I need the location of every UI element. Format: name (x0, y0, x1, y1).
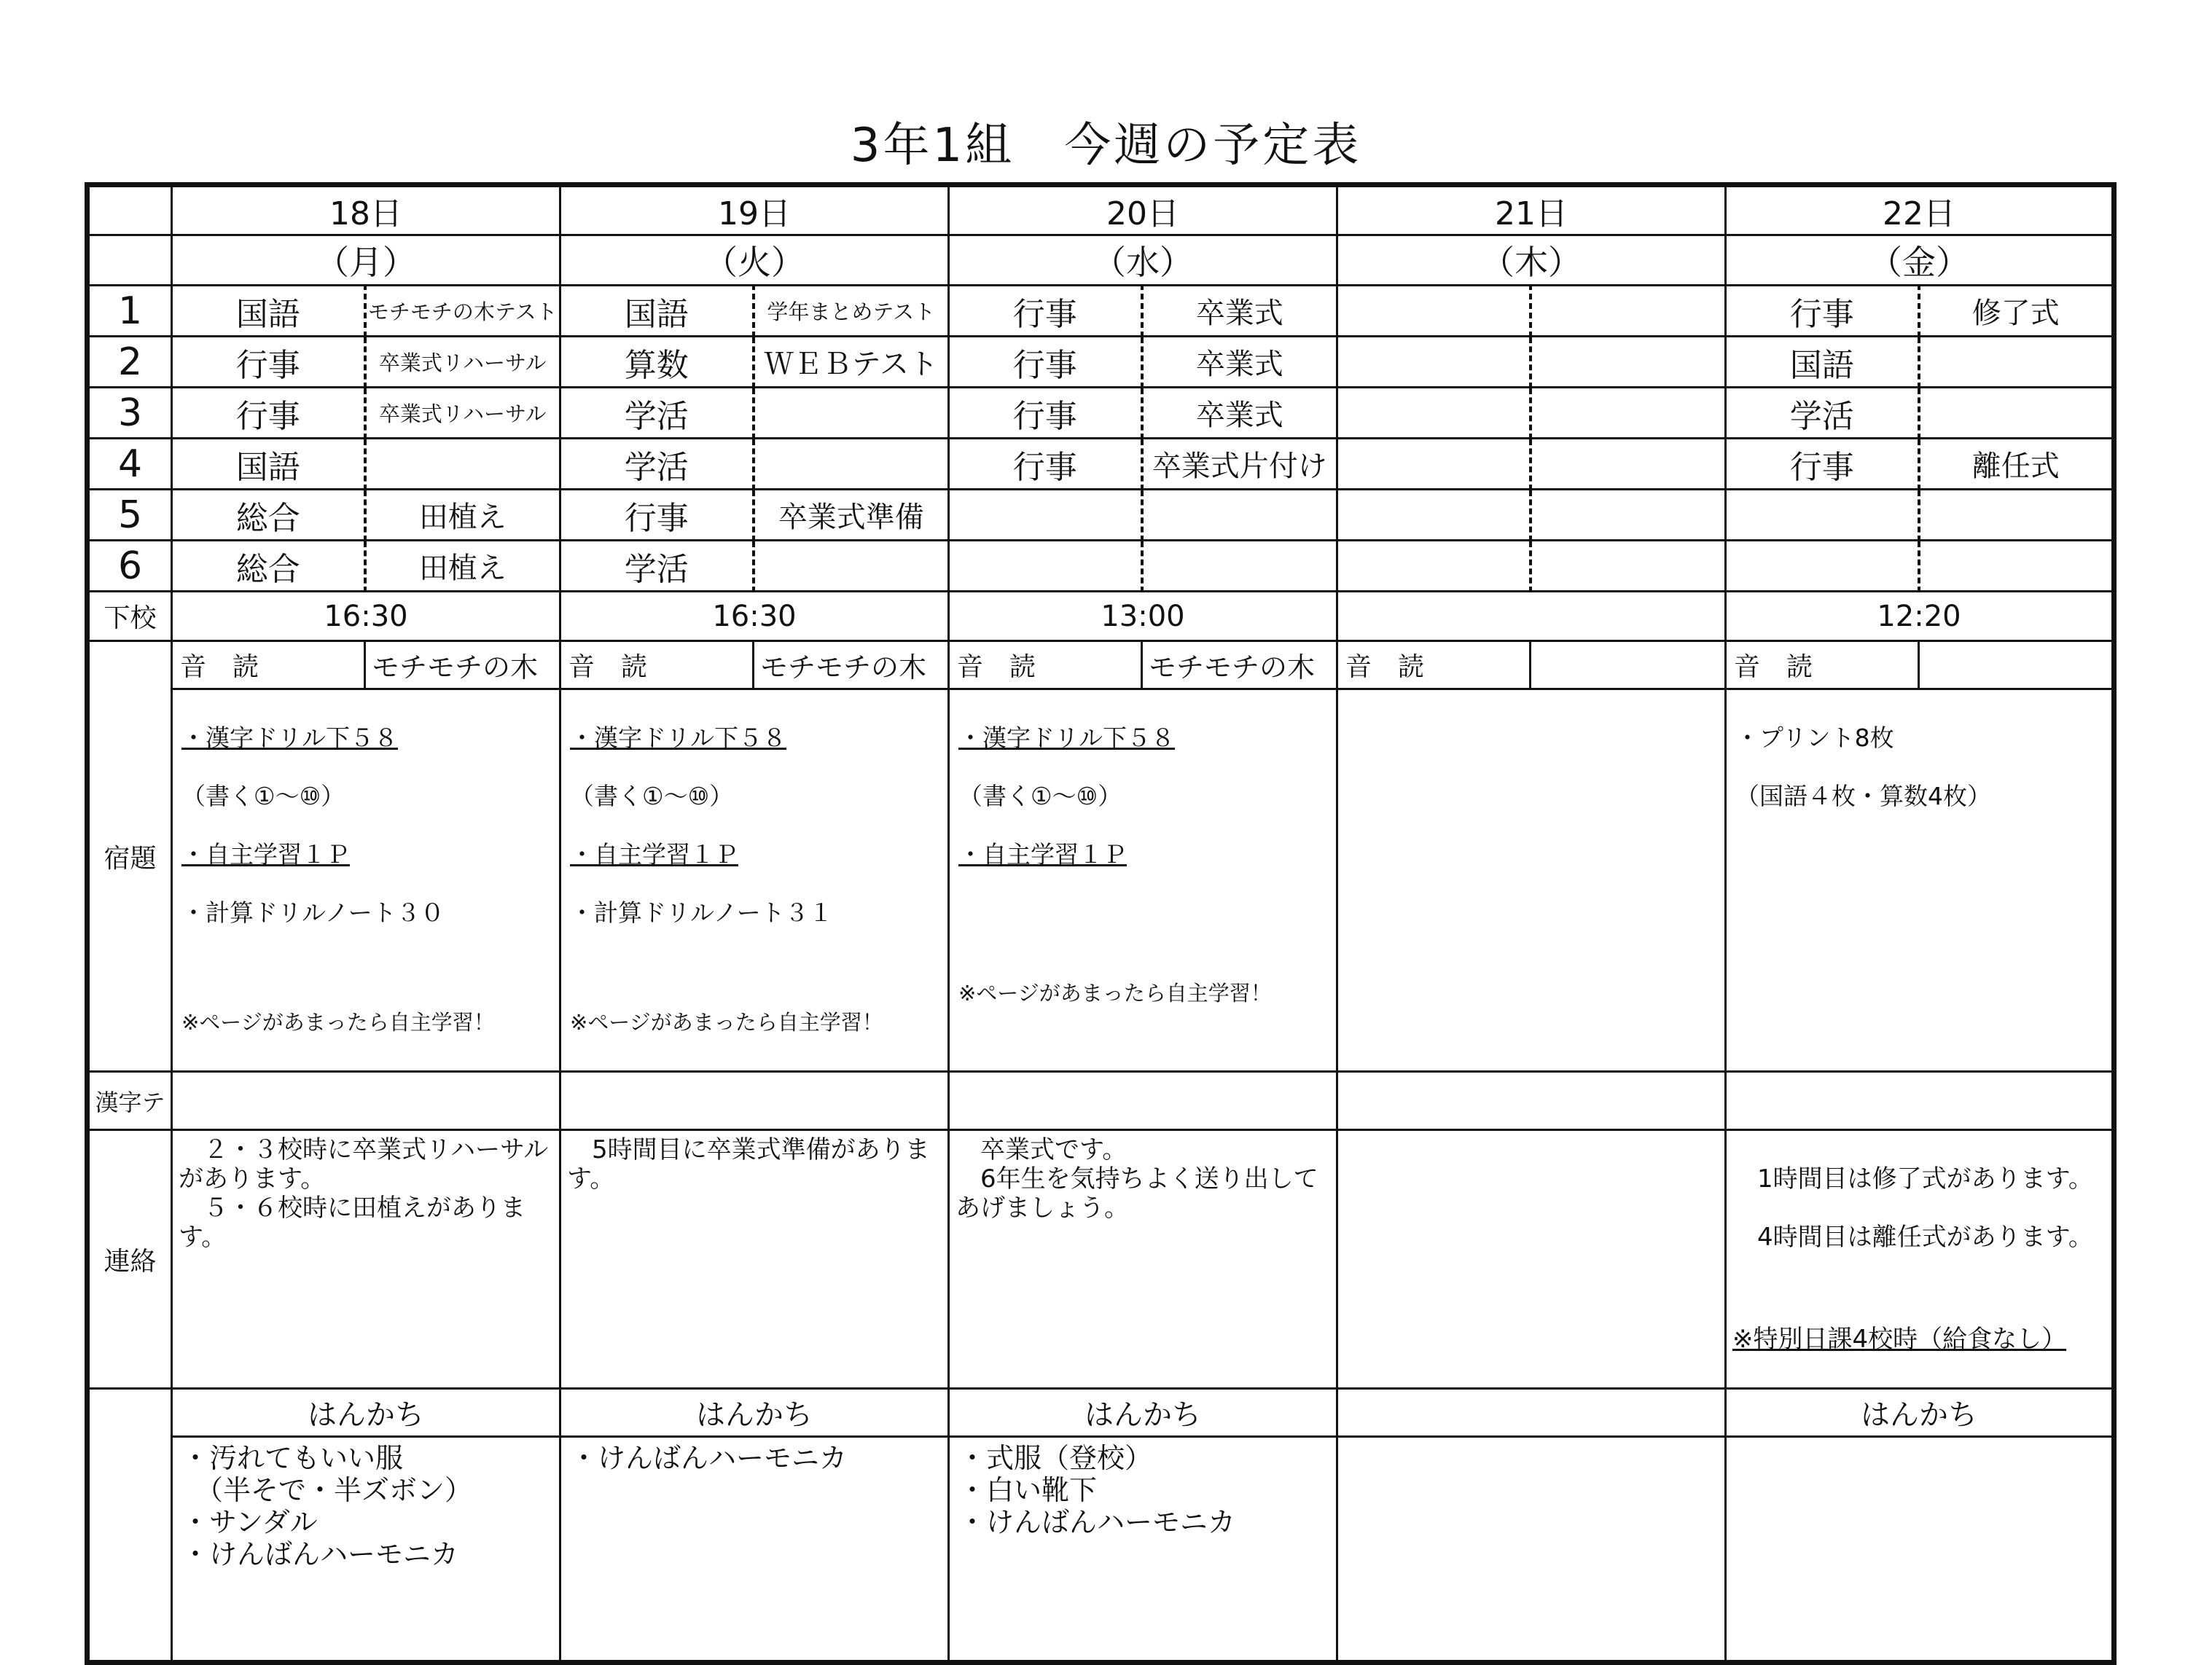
reading-label: 音 読 (1337, 641, 1531, 689)
activity-cell: 離任式 (1919, 439, 2114, 490)
notice-wed: 卒業式です。 6年生を気持ちよく送り出してあげましょう。 (949, 1130, 1337, 1389)
notice-line: ※特別日課4校時（給食なし） (1732, 1325, 2067, 1354)
subject-cell: 総合 (172, 541, 365, 592)
notice-label: 連絡 (87, 1130, 172, 1389)
homework-tue (560, 689, 949, 1072)
homework-line: （書く①～⑩） (181, 782, 345, 810)
homework-thu (1337, 689, 1726, 1072)
reading-item (1919, 641, 2114, 689)
belongings-head-tue: はんかち (560, 1389, 949, 1437)
date-mon: 18日 (172, 185, 560, 235)
notice-mon: ２・３校時に卒業式リハーサルがあります。 ５・６校時に田植えがあります。 (172, 1130, 560, 1389)
homework-line: ・漢字ドリル下５８ (181, 724, 398, 752)
belongings-head-row (87, 1389, 2114, 1437)
reading-row (87, 641, 2114, 689)
period-row (87, 439, 2114, 490)
activity-cell: 卒業式 (1142, 337, 1337, 388)
reading-item (1531, 641, 1726, 689)
period-row (87, 337, 2114, 388)
kanji-test-wed (949, 1072, 1337, 1130)
subject-cell (1337, 490, 1531, 541)
weekday-tue: （火） (560, 235, 949, 286)
activity-cell (1531, 337, 1726, 388)
reading-label: 音 読 (172, 641, 365, 689)
subject-cell: 行事 (172, 337, 365, 388)
homework-line: ・漢字ドリル下５８ (570, 724, 786, 752)
activity-cell (1531, 388, 1726, 439)
activity-cell (1531, 541, 1726, 592)
homework-note: ※ページがあまったら自主学習！ (570, 1010, 883, 1035)
activity-cell (1919, 541, 2114, 592)
activity-cell: モチモチの木テスト (365, 286, 560, 337)
homework-label: 宿題 (87, 641, 172, 1072)
homework-line: （書く①～⑩） (958, 782, 1122, 810)
activity-cell: 卒業式 (1142, 286, 1337, 337)
belongings-mon: ・汚れてもいい服 （半そで・半ズボン） ・サンダル ・けんばんハーモニカ (172, 1437, 560, 1663)
kanji-test-fri (1726, 1072, 2114, 1130)
belongings-thu (1337, 1437, 1726, 1663)
corner-cell (87, 185, 172, 235)
subject-cell: 行事 (949, 439, 1142, 490)
homework-row (87, 689, 2114, 1072)
activity-cell: 卒業式リハーサル (365, 388, 560, 439)
corner-cell (87, 235, 172, 286)
belongings-head-mon: はんかち (172, 1389, 560, 1437)
subject-cell (949, 541, 1142, 592)
activity-cell (1531, 286, 1726, 337)
notice-tue: 5時間目に卒業式準備があります。 (560, 1130, 949, 1389)
activity-cell (1531, 490, 1726, 541)
subject-cell (1337, 439, 1531, 490)
homework-line: （書く①～⑩） (570, 782, 734, 810)
kanji-test-tue (560, 1072, 949, 1130)
activity-cell (365, 439, 560, 490)
period-number: 6 (87, 541, 172, 592)
period-row (87, 490, 2114, 541)
dismissal-time-mon: 16:30 (172, 592, 560, 641)
activity-cell: 卒業式片付け (1142, 439, 1337, 490)
subject-cell: 学活 (560, 541, 754, 592)
homework-line: （国語４枚・算数4枚） (1735, 782, 1991, 810)
subject-cell: 国語 (172, 439, 365, 490)
subject-cell (949, 490, 1142, 541)
homework-mon (172, 689, 560, 1072)
subject-cell: 算数 (560, 337, 754, 388)
belongings-tue: ・けんばんハーモニカ (560, 1437, 949, 1663)
subject-cell (1726, 541, 1919, 592)
homework-note: ※ページがあまったら自主学習！ (958, 981, 1272, 1006)
activity-cell: 卒業式リハーサル (365, 337, 560, 388)
belongings-head-wed: はんかち (949, 1389, 1337, 1437)
homework-line: ・計算ドリルノート３１ (570, 898, 833, 927)
subject-cell: 学活 (560, 439, 754, 490)
activity-cell: ＷＥＢテスト (754, 337, 949, 388)
dismissal-time-wed: 13:00 (949, 592, 1337, 641)
weekday-wed: （水） (949, 235, 1337, 286)
subject-cell: 行事 (949, 286, 1142, 337)
kanji-test-thu (1337, 1072, 1726, 1130)
activity-cell: 田植え (365, 541, 560, 592)
homework-line: ・プリント8枚 (1735, 724, 1894, 752)
activity-cell (754, 541, 949, 592)
notice-line: 1時間目は修了式があります。 (1732, 1164, 2093, 1194)
belongings-row (87, 1437, 2114, 1663)
reading-label: 音 読 (560, 641, 754, 689)
subject-cell: 学活 (1726, 388, 1919, 439)
activity-cell (754, 388, 949, 439)
dismissal-row (87, 592, 2114, 641)
activity-cell: 修了式 (1919, 286, 2114, 337)
page-title: 3年1組 今週の予定表 (850, 119, 1362, 173)
notice-thu (1337, 1130, 1726, 1389)
reading-item: モチモチの木 (1142, 641, 1337, 689)
weekday-row (87, 235, 2114, 286)
period-number: 3 (87, 388, 172, 439)
reading-item: モチモチの木 (754, 641, 949, 689)
subject-cell (1726, 490, 1919, 541)
homework-line: ・自主学習１Ｐ (181, 840, 350, 869)
activity-cell: 田植え (365, 490, 560, 541)
dismissal-label: 下校 (87, 592, 172, 641)
activity-cell (1919, 490, 2114, 541)
activity-cell: 卒業式準備 (754, 490, 949, 541)
subject-cell: 学活 (560, 388, 754, 439)
weekly-schedule-table (85, 182, 2117, 1665)
dismissal-time-fri: 12:20 (1726, 592, 2114, 641)
subject-cell: 国語 (1726, 337, 1919, 388)
belongings-wed: ・式服（登校） ・白い靴下 ・けんばんハーモニカ (949, 1437, 1337, 1663)
subject-cell: 行事 (560, 490, 754, 541)
dismissal-time-tue: 16:30 (560, 592, 949, 641)
period-row (87, 541, 2114, 592)
subject-cell (1337, 541, 1531, 592)
dismissal-time-thu (1337, 592, 1726, 641)
period-number: 4 (87, 439, 172, 490)
belongings-label (87, 1389, 172, 1663)
subject-cell (1337, 388, 1531, 439)
activity-cell (1142, 541, 1337, 592)
subject-cell: 行事 (949, 388, 1142, 439)
subject-cell (1337, 337, 1531, 388)
notice-fri (1726, 1130, 2114, 1389)
date-row (87, 185, 2114, 235)
subject-cell (1337, 286, 1531, 337)
weekday-mon: （月） (172, 235, 560, 286)
activity-cell (1919, 337, 2114, 388)
homework-line: ・自主学習１Ｐ (958, 840, 1127, 869)
subject-cell: 総合 (172, 490, 365, 541)
subject-cell: 行事 (1726, 439, 1919, 490)
activity-cell (754, 439, 949, 490)
kanji-test-row (87, 1072, 2114, 1130)
subject-cell: 行事 (1726, 286, 1919, 337)
subject-cell: 国語 (560, 286, 754, 337)
period-row (87, 388, 2114, 439)
activity-cell: 卒業式 (1142, 388, 1337, 439)
activity-cell: 学年まとめテスト (754, 286, 949, 337)
subject-cell: 行事 (172, 388, 365, 439)
period-row (87, 286, 2114, 337)
date-wed: 20日 (949, 185, 1337, 235)
homework-fri (1726, 689, 2114, 1072)
homework-line: ・自主学習１Ｐ (570, 840, 738, 869)
period-number: 1 (87, 286, 172, 337)
subject-cell: 行事 (949, 337, 1142, 388)
date-fri: 22日 (1726, 185, 2114, 235)
activity-cell (1531, 439, 1726, 490)
homework-line: ・漢字ドリル下５８ (958, 724, 1175, 752)
kanji-test-mon (172, 1072, 560, 1130)
activity-cell (1919, 388, 2114, 439)
subject-cell: 国語 (172, 286, 365, 337)
belongings-head-fri: はんかち (1726, 1389, 2114, 1437)
notice-row (87, 1130, 2114, 1389)
kanji-test-label: 漢字テ (87, 1072, 172, 1130)
homework-wed (949, 689, 1337, 1072)
activity-cell (1142, 490, 1337, 541)
period-number: 2 (87, 337, 172, 388)
date-tue: 19日 (560, 185, 949, 235)
belongings-head-thu (1337, 1389, 1726, 1437)
date-thu: 21日 (1337, 185, 1726, 235)
homework-line: ・計算ドリルノート３０ (181, 898, 445, 927)
belongings-fri (1726, 1437, 2114, 1663)
reading-item: モチモチの木 (365, 641, 560, 689)
reading-label: 音 読 (949, 641, 1142, 689)
weekday-thu: （木） (1337, 235, 1726, 286)
homework-note: ※ページがあまったら自主学習！ (181, 1010, 495, 1035)
notice-line: 4時間目は離任式があります。 (1732, 1223, 2093, 1252)
period-number: 5 (87, 490, 172, 541)
weekday-fri: （金） (1726, 235, 2114, 286)
reading-label: 音 読 (1726, 641, 1919, 689)
